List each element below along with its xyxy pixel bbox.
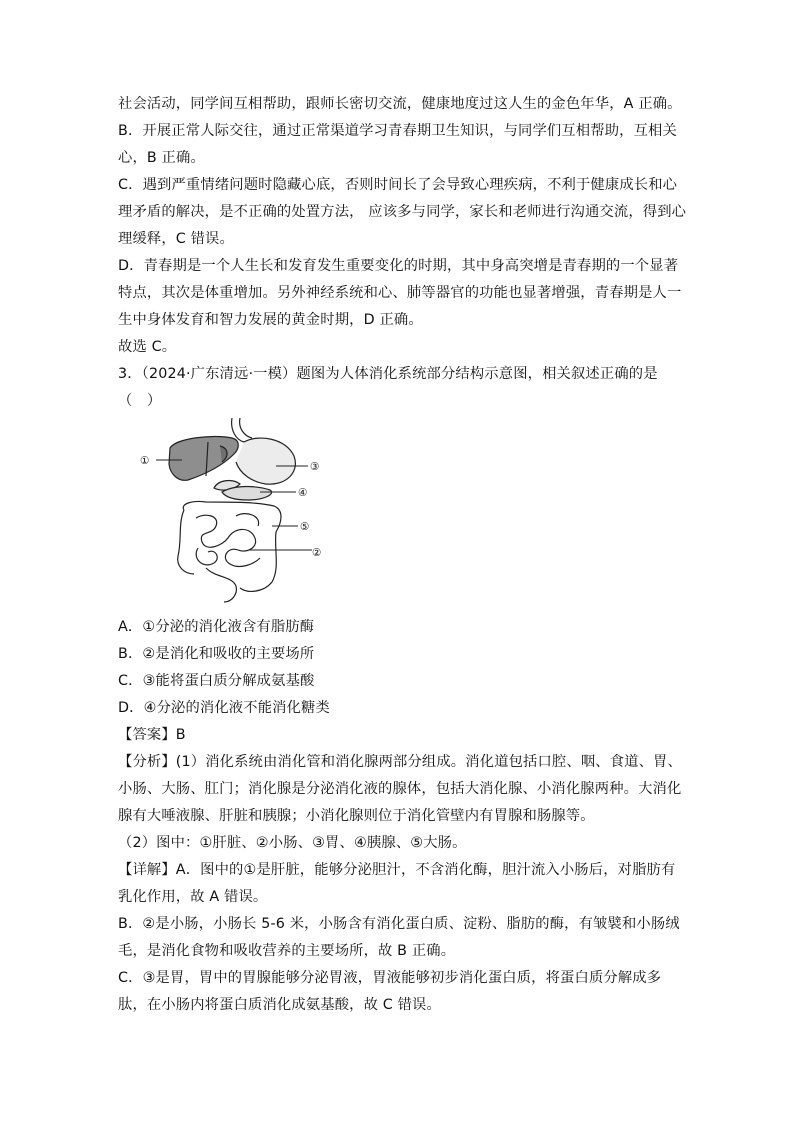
- digestive-system-icon: [136, 418, 332, 608]
- analysis-line: （2）图中：①肝脏、②小肠、③胃、④胰腺、⑤大肠。: [118, 835, 467, 851]
- text-line: B．开展正常人际交往，通过正常渠道学习青春期卫生知识，与同学们互相帮助，互相关: [118, 123, 677, 139]
- text-line: D．青春期是一个人生长和发育发生重要变化的时期，其中身高突增是青春期的一个显著: [118, 258, 679, 274]
- digestive-system-diagram: [136, 418, 332, 608]
- text-line: 特点，其次是体重增加。另外神经系统和心、肺等器官的功能也显著增强，青春期是人一: [118, 285, 682, 301]
- text-line: C．遇到严重情绪问题时隐藏心底，否则时间长了会导致心理疾病，不利于健康成长和心: [118, 177, 678, 193]
- analysis-line: 【分析】(1）消化系统由消化管和消化腺两部分组成。消化道包括口腔、咽、食道、胃、: [118, 754, 682, 770]
- text-line: 生中身体发育和智力发展的黄金时期，D 正确。: [118, 312, 423, 328]
- option-c: C．③能将蛋白质分解成氨基酸: [118, 673, 315, 689]
- text-line: 故选 C。: [118, 339, 177, 355]
- analysis-line: 小肠、大肠、肛门；消化腺是分泌消化液的腺体，包括大消化腺、小消化腺两种。大消化: [118, 781, 682, 797]
- detail-line: C．③是胃，胃中的胃腺能够分泌胃液，胃液能够初步消化蛋白质，将蛋白质分解成多: [118, 970, 662, 986]
- text-line: 心，B 正确。: [118, 150, 205, 166]
- detail-line: 【详解】A．图中的①是肝脏，能够分泌胆汁，不含消化酶，胆汁流入小肠后，对脂肪有: [118, 862, 676, 878]
- option-b: B．②是消化和吸收的主要场所: [118, 646, 315, 662]
- analysis-line: 腺有大唾液腺、肝脏和胰腺；小消化腺则位于消化管壁内有胃腺和肠腺等。: [118, 808, 595, 824]
- detail-line: B．②是小肠，小肠长 5-6 米，小肠含有消化蛋白质、淀粉、脂肪的酶，有皱襞和小肠绒: [118, 916, 680, 932]
- answer-line: 【答案】B: [118, 727, 186, 743]
- detail-line: 肽，在小肠内将蛋白质消化成氨基酸，故 C 错误。: [118, 997, 441, 1013]
- answer-blank: （ ）: [118, 393, 162, 409]
- option-a: A．①分泌的消化液含有脂肪酶: [118, 619, 315, 635]
- label-1: ①: [140, 455, 150, 467]
- text-line: 社会活动，同学间互相帮助，跟师长密切交流，健康地度过这人生的金色年华，A 正确。: [118, 96, 682, 112]
- question-stem: 3．（2024·广东清远·一模）题图为人体消化系统部分结构示意图，相关叙述正确的是: [118, 366, 658, 382]
- label-2: ②: [312, 547, 322, 559]
- option-d: D．④分泌的消化液不能消化糖类: [118, 700, 330, 716]
- label-5: ⑤: [300, 521, 310, 533]
- text-line: 理缓释，C 错误。: [118, 231, 234, 247]
- label-3: ③: [310, 461, 320, 473]
- detail-line: 毛，是消化食物和吸收营养的主要场所，故 B 正确。: [118, 943, 456, 959]
- text-line: 理矛盾的解决，是不正确的处置方法， 应该多与同学，家长和老师进行沟通交流，得到心: [118, 204, 687, 220]
- label-4: ④: [298, 487, 308, 499]
- detail-line: 乳化作用，故 A 错误。: [118, 889, 268, 905]
